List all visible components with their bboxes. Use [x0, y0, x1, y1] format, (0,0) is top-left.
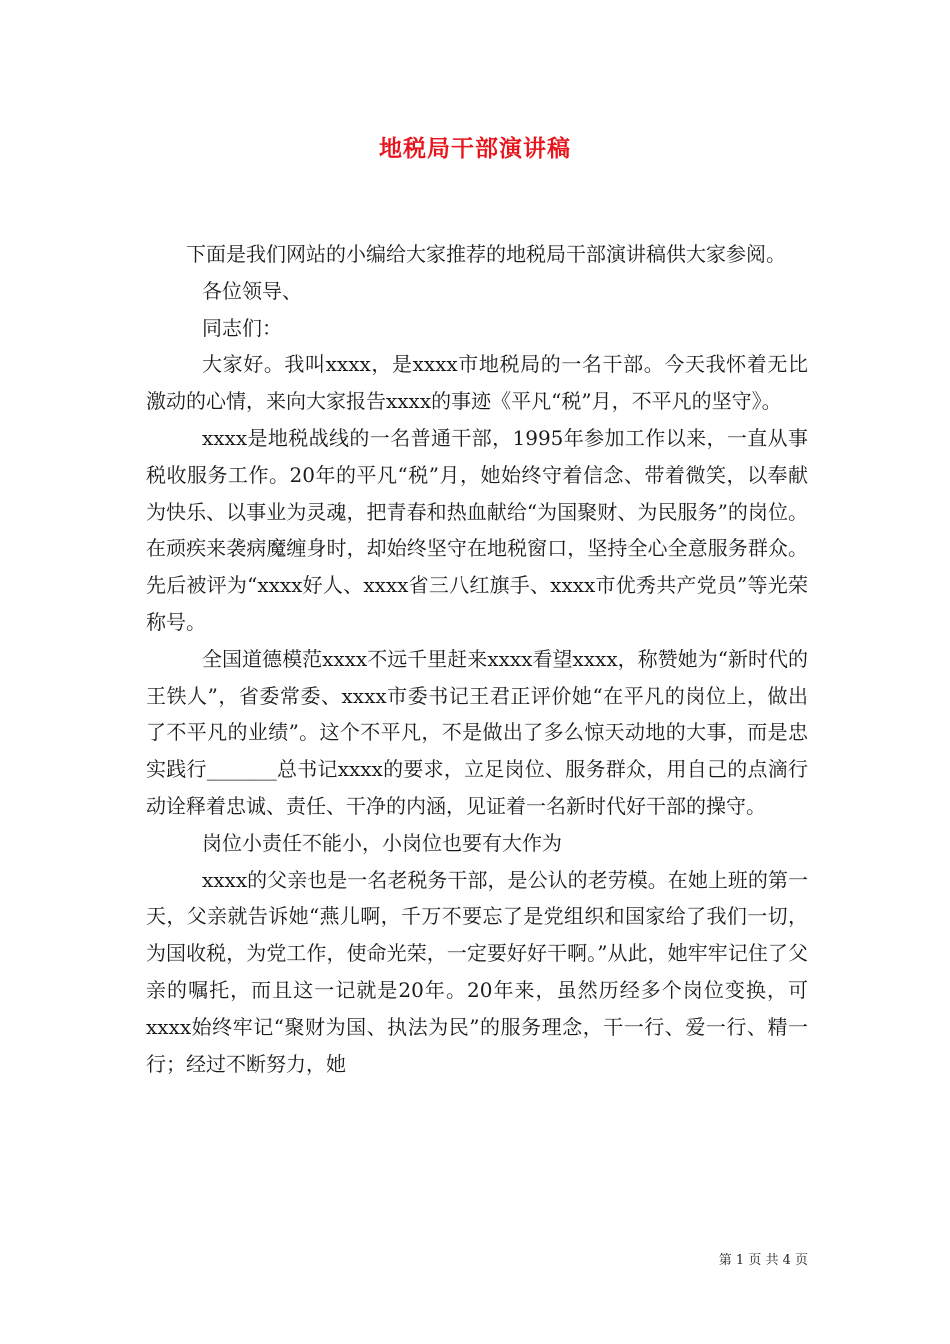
- greeting-line-2: 同志们：: [202, 315, 282, 340]
- intro-paragraph: 下面是我们网站的小编给大家推荐的地税局干部演讲稿供大家参阅。: [186, 242, 786, 266]
- body-paragraph: 大家好。我叫xxxx，是xxxx市地税局的一名干部。今天我怀着无比激动的心情，来向大家报告xxxx的事迹《平凡“税”月，不平凡的坚守》。: [146, 352, 808, 414]
- document-title: 地税局干部演讲稿: [379, 135, 571, 162]
- document-body: [146, 236, 808, 1082]
- body-paragraph: 全国道德模范xxxx不远千里赶来xxxx看望xxxx，称赞她为“新时代的王铁人”，省委常委、xxxx市委书记王君正评价她“在平凡的岗位上，做出了不平凡的业绩”。这个不平凡，不是做出了多么惊天动地的大事，而是忠实践行_______总书记xxxx的要求，立足岗位、服务群众，用自己的点滴行动诠释着忠诚、责任、干净的内涵，见证着一名新时代好干部的操守。: [146, 646, 808, 818]
- page-number: 第 1 页 共 4 页: [718, 1253, 808, 1268]
- section-heading: 岗位小责任不能小，小岗位也要有大作为: [202, 830, 562, 855]
- greeting-line-1: 各位领导、: [202, 278, 302, 303]
- body-paragraph: xxxx是地税战线的一名普通干部，1995年参加工作以来，一直从事税收服务工作。20年的平凡“税”月，她始终守着信念、带着微笑，以奉献为快乐、以事业为灵魂，把青春和热血献给“为国聚财、为民服务”的岗位。在顽疾来袭病魔缠身时，却始终坚守在地税窗口，坚持全心全意服务群众。先后被评为“xxxx好人、xxxx省三八红旗手、xxxx市优秀共产党员”等光荣称号。: [146, 425, 808, 634]
- body-paragraph: xxxx的父亲也是一名老税务干部，是公认的老劳模。在她上班的第一天，父亲就告诉她“燕儿啊，千万不要忘了是党组织和国家给了我们一切，为国收税，为党工作，使命光荣，一定要好好干啊。”从此，她牢牢记住了父亲的嘱托，而且这一记就是20年。20年来，虽然历经多个岗位变换，可xxxx始终牢记“聚财为国、执法为民”的服务理念，干一行、爱一行、精一行；经过不断努力，她: [146, 867, 808, 1076]
